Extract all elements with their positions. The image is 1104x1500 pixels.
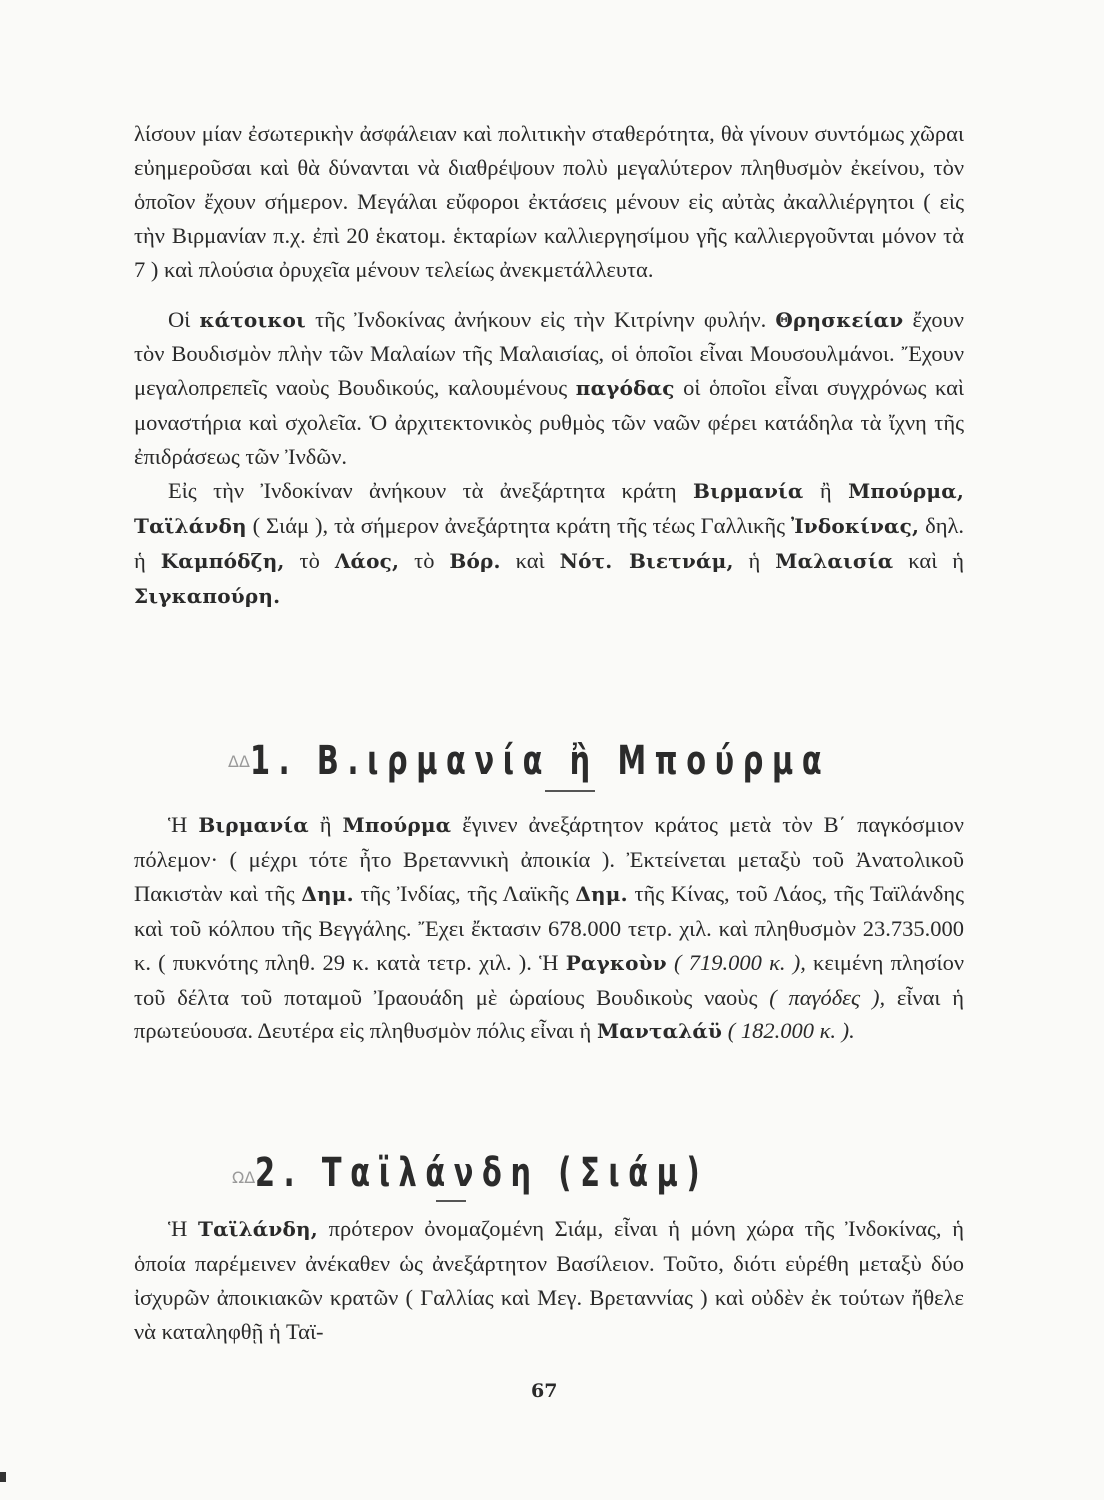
bold-term: Μαλαισία [775, 548, 894, 573]
text-run: ἔγινεν ἀνεξάρτητον κράτος μετὰ τὸν Β΄ παγκόσμιον πόλεμον· ( μέχρι τότε ἦτο Βρεταννικὴ ἀποικία ). Ἐκτείνεται μεταξὺ τοῦ Ἀνατολικοῦ Πακιστὰν καὶ τῆς [134, 812, 964, 906]
text-run: δηλ. ἡ [134, 512, 964, 573]
body-text-section2 [134, 1212, 964, 1349]
bold-term: Βιρμανία [693, 479, 804, 504]
bold-term: Βόρ. [449, 548, 501, 573]
text-run: οἱ ὁποῖοι εἶναι συγχρόνως καὶ μοναστήρια καὶ σχολεῖα. Ὁ ἀρχιτεκτονικὸς ρυθμὸς τῶν ναῶν φέρει κατάδηλα τὰ ἴχνη τῆς ἐπιδράσεως τῶν Ἰνδῶν. [134, 375, 964, 470]
bold-term: Ταϊλάνδη, [198, 1217, 318, 1241]
section2-heading: 2. Ταϊλάνδη (Σιάμ) [255, 1150, 709, 1196]
italic-text: ( παγόδες ), [769, 984, 886, 1010]
text-run: λίσουν μίαν ἐσωτερικὴν ἀσφάλειαν καὶ πολιτικὴν σταθερότητα, θὰ γίνουν συντόμως χῶραι εὐημεροῦσαι καὶ θὰ δύνανται νὰ διαθρέψουν πολὺ μεγαλύτερον πληθυσμὸν ἐκείνου, τὸν ὁποῖον ἔχουν σήμερον. Μεγάλαι εὔφοροι ἐκτάσεις μένουν εἰς αὐτὰς ἀκαλλιέργητοι ( εἰς τὴν Βιρμανίαν π.χ. ἐπὶ 20 ἑκατομ. ἑκταρίων καλλιεργησίμου γῆς καλλιεργοῦνται μόνον τὰ 7 ) καὶ πλούσια ὀρυχεῖα μένουν τελείως ἀνεκμετάλλευτα. [134, 121, 964, 282]
text-run: κειμένη πλησίον τοῦ δέλτα τοῦ ποταμοῦ Ἰραουάδη μὲ ὡραίους Βουδικοὺς ναοὺς [134, 949, 965, 1010]
text-run: καὶ ἡ [893, 547, 964, 573]
text-run: Ἡ [168, 812, 199, 837]
text-run: Ἡ [168, 1216, 199, 1241]
margin-mark-1: ΔΔ [228, 752, 250, 771]
body-text-top [134, 117, 964, 614]
bold-term: κάτοικοι [199, 307, 306, 332]
text-run: ἢ [803, 478, 849, 504]
margin-mark-2: ΩΔ [232, 1168, 256, 1187]
heading-underline-1 [545, 790, 595, 792]
heading-underline-2 [436, 1200, 466, 1202]
text-run: τὸ [399, 547, 450, 573]
text-run: ἡ [733, 547, 776, 573]
text-run: Οἱ [168, 306, 200, 332]
italic-text: ( 719.000 κ. ), [666, 949, 806, 975]
text-run: τὸ [284, 547, 335, 573]
bold-term: Σιγκαπούρη. [134, 583, 281, 608]
text-run: τῆς Κίνας, τοῦ Λάος, τῆς Ταϊλάνδης καὶ τοῦ κόλπου τῆς Βεγγάλης. Ἔχει ἔκτασιν 678.000 τετρ. χιλ. καὶ πληθυσμὸν 23.735.000 κ. ( πυκνότης πληθ. 29 κ. κατὰ τετρ. χιλ. ). Ἡ [134, 880, 965, 975]
text-run: Εἰς τὴν Ἰνδοκίναν ἀνήκουν τὰ ἀνεξάρτητα κράτη [168, 478, 694, 504]
text-run: πρότερον ὀνομαζομένη Σιάμ, εἶναι ἡ μόνη χώρα τῆς Ἰνδοκίνας, ἡ ὁποία παρέμεινεν ἀνέκαθεν ὡς ἀνεξάρτητον Βασίλειον. Τοῦτο, διότι εὑρέθη μεταξὺ δύο ἰσχυρῶν ἀποικιακῶν κρατῶν ( Γαλλίας καὶ Μεγ. Βρεταννίας ) καὶ οὐδὲν ἐκ τούτων ἤθελε νὰ καταληφθῇ ἡ Ταϊ- [134, 1216, 964, 1344]
italic-text: ( 182.000 κ. ). [722, 1018, 855, 1044]
bold-term: Μπούρμα, Ταϊλάνδη [134, 479, 964, 538]
bold-term: Ραγκοὺν [565, 950, 667, 975]
scan-edge-mark [0, 1472, 6, 1482]
text-run: τῆς Ἰνδίας, τῆς Λαϊκῆς [353, 880, 576, 906]
bold-term: παγόδας [575, 376, 675, 401]
intro-paragraph [134, 117, 964, 287]
bold-term: Ἰνδοκίνας, [790, 513, 920, 538]
text-run: εἶναι ἡ πρωτεύουσα. Δευτέρα εἰς πληθυσμὸν πόλις εἶναι ἡ [134, 984, 965, 1044]
bold-term: Μανταλάϋ [596, 1019, 723, 1044]
text-run: ( Σιάμ ), τὰ σήμερον ἀνεξάρτητα κράτη τῆς τέως Γαλλικῆς [246, 512, 791, 538]
bold-term: Καμπόδζη, [160, 548, 285, 573]
bold-term: Δημ. [301, 881, 354, 906]
bold-term: Θρησκείαν [775, 307, 904, 332]
section1-heading: 1. Β.ιρμανία ἢ Μπούρμα [250, 738, 831, 784]
inhabitants-paragraph [134, 303, 964, 475]
body-text-section1 [134, 808, 964, 1049]
bold-term: Δημ. [575, 881, 628, 906]
bold-term: Νότ. Βιετνάμ, [559, 548, 734, 573]
section1-paragraph [134, 808, 964, 1049]
bold-term: Μπούρμα [342, 813, 452, 837]
section2-paragraph [134, 1212, 964, 1349]
text-run: τῆς Ἰνδοκίνας ἀνήκουν εἰς τὴν Κιτρίνην φυλήν. [305, 306, 776, 332]
text-run: ἢ [308, 812, 343, 837]
bold-term: Λάος, [334, 548, 400, 573]
text-run: καὶ [500, 547, 560, 573]
states-paragraph [134, 474, 964, 614]
text-run: ἔχουν τὸν Βουδισμὸν πλὴν τῶν Μαλαίων τῆς Μαλαισίας, οἱ ὁποῖοι εἶναι Μουσουλμάνοι. Ἔχουν μεγαλοπρεπεῖς ναοὺς Βουδικούς, καλουμένους [134, 306, 964, 401]
bold-term: Βιρμανία [198, 813, 309, 837]
page-number: 67 [531, 1380, 558, 1402]
